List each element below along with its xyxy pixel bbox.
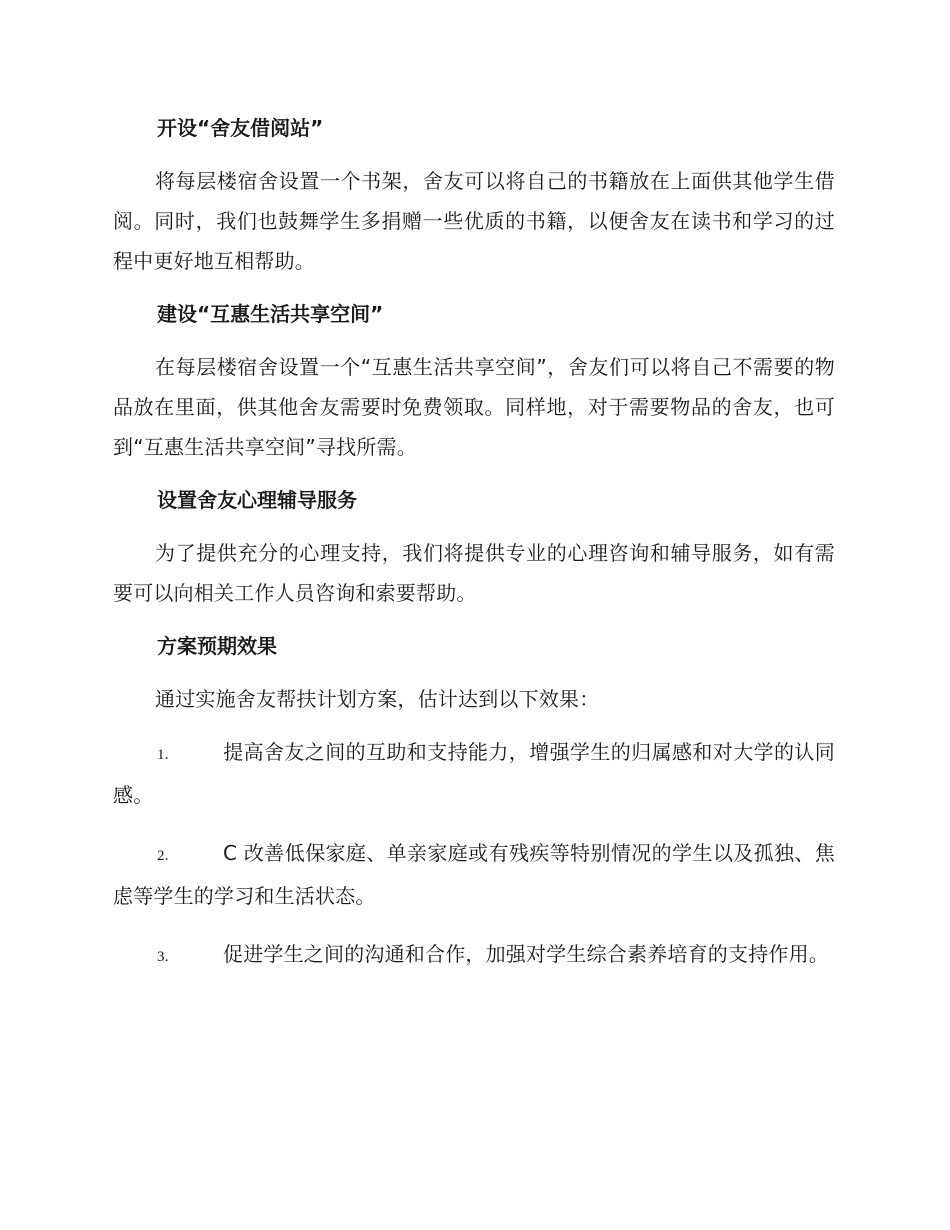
list-number: 2. bbox=[157, 848, 169, 864]
section-paragraph-counseling: 为了提供充分的心理支持，我们将提供专业的心理咨询和辅导服务，如有需要可以向相关工作人员咨询和索要帮助。 bbox=[113, 541, 835, 605]
list-item bbox=[113, 833, 835, 916]
list-item-text: 促进学生之间的沟通和合作，加强对学生综合素养培育的支持作用。 bbox=[223, 942, 829, 966]
document-page bbox=[113, 108, 835, 995]
list-item bbox=[113, 732, 835, 815]
section-paragraph-sharing-space: 在每层楼宿舍设置一个“互惠生活共享空间”，舍友们可以将自己不需要的物品放在里面，供其他舍友需要时免费领取。同样地，对于需要物品的舍友，也可到“互惠生活共享空间”寻找所需。 bbox=[113, 355, 835, 459]
section-heading-sharing-space: 建设“互惠生活共享空间” bbox=[157, 302, 384, 326]
list-item bbox=[113, 934, 835, 977]
section-heading-counseling: 设置舍友心理辅导服务 bbox=[157, 488, 357, 512]
list-number: 1. bbox=[157, 747, 169, 763]
section-heading-reading-station: 开设“舍友借阅站” bbox=[157, 116, 324, 140]
section-paragraph-reading-station: 将每层楼宿舍设置一个书架，舍友可以将自己的书籍放在上面供其他学生借阅。同时，我们也鼓舞学生多捐赠一些优质的书籍，以便舍友在读书和学习的过程中更好地互相帮助。 bbox=[113, 169, 835, 273]
section-paragraph-expected-effects: 通过实施舍友帮扶计划方案，估计达到以下效果： bbox=[155, 687, 600, 711]
list-number: 3. bbox=[157, 949, 169, 965]
list-item-text: C 改善低保家庭、单亲家庭或有残疾等特别情况的学生以及孤独、焦虑等学生的学习和生活状态。 bbox=[113, 841, 835, 908]
list-item-text: 提高舍友之间的互助和支持能力，增强学生的归属感和对大学的认同感。 bbox=[113, 740, 835, 807]
section-heading-expected-effects: 方案预期效果 bbox=[157, 634, 277, 658]
